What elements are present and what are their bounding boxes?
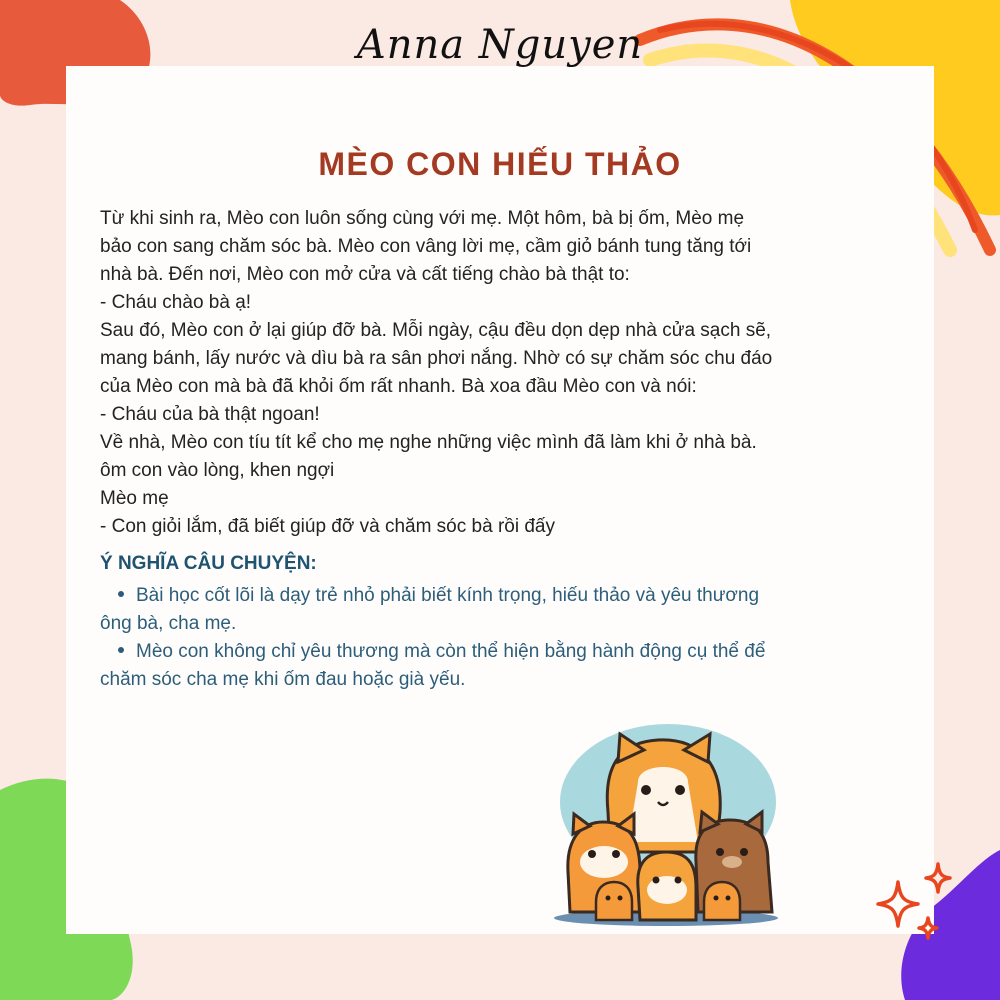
moral-heading: Ý NGHĨA CÂU CHUYỆN:	[100, 553, 317, 574]
cat-family-illustration	[548, 722, 788, 928]
story-line: Từ khi sinh ra, Mèo con luôn sống cùng với mẹ. Một hôm, bà bị ốm, Mèo mẹ	[100, 208, 745, 229]
story-line: - Con giỏi lắm, đã biết giúp đỡ và chăm sóc bà rồi đấy	[100, 516, 555, 537]
moral-item	[100, 582, 900, 638]
story-line: ôm con vào lòng, khen ngợi	[100, 460, 335, 481]
moral-section	[100, 550, 900, 694]
story-line: mang bánh, lấy nước và dìu bà ra sân phơi nắng. Nhờ có sự chăm sóc chu đáo	[100, 348, 773, 369]
story-line: Sau đó, Mèo con ở lại giúp đỡ bà. Mỗi ngày, cậu đều dọn dẹp nhà cửa sạch sẽ,	[100, 320, 772, 341]
story-line: Về nhà, Mèo con tíu tít kể cho mẹ nghe những việc mình đã làm khi ở nhà bà.	[100, 432, 757, 453]
story-line: bảo con sang chăm sóc bà. Mèo con vâng lời mẹ, cầm giỏ bánh tung tăng tới	[100, 236, 752, 257]
moral-item-text: Mèo con không chỉ yêu thương mà còn thể hiện bằng hành động cụ thể để	[136, 641, 766, 662]
story-line: Mèo mẹ	[100, 488, 169, 509]
story-line: - Cháu chào bà ạ!	[100, 292, 252, 313]
moral-list	[100, 582, 900, 694]
story-title: MÈO CON HIẾU THẢO	[318, 146, 682, 182]
bullet-icon	[118, 647, 124, 653]
story-line: nhà bà. Đến nơi, Mèo con mở cửa và cất tiếng chào bà thật to:	[100, 264, 630, 285]
kitten-icon	[638, 852, 696, 920]
moral-item-text-cont: ông bà, cha mẹ.	[100, 613, 237, 634]
moral-item-text-cont: chăm sóc cha mẹ khi ốm đau hoặc già yếu.	[100, 669, 466, 690]
moral-item	[100, 638, 900, 694]
bullet-icon	[118, 591, 124, 597]
story-text	[100, 205, 900, 541]
sparkle-icon	[870, 860, 960, 950]
moral-item-text: Bài học cốt lõi là dạy trẻ nhỏ phải biết kính trọng, hiếu thảo và yêu thương	[136, 585, 760, 606]
author-signature: Anna Nguyen	[356, 22, 644, 68]
story-line: - Cháu của bà thật ngoan!	[100, 404, 320, 425]
story-line: của Mèo con mà bà đã khỏi ốm rất nhanh. Bà xoa đầu Mèo con và nói:	[100, 376, 697, 397]
